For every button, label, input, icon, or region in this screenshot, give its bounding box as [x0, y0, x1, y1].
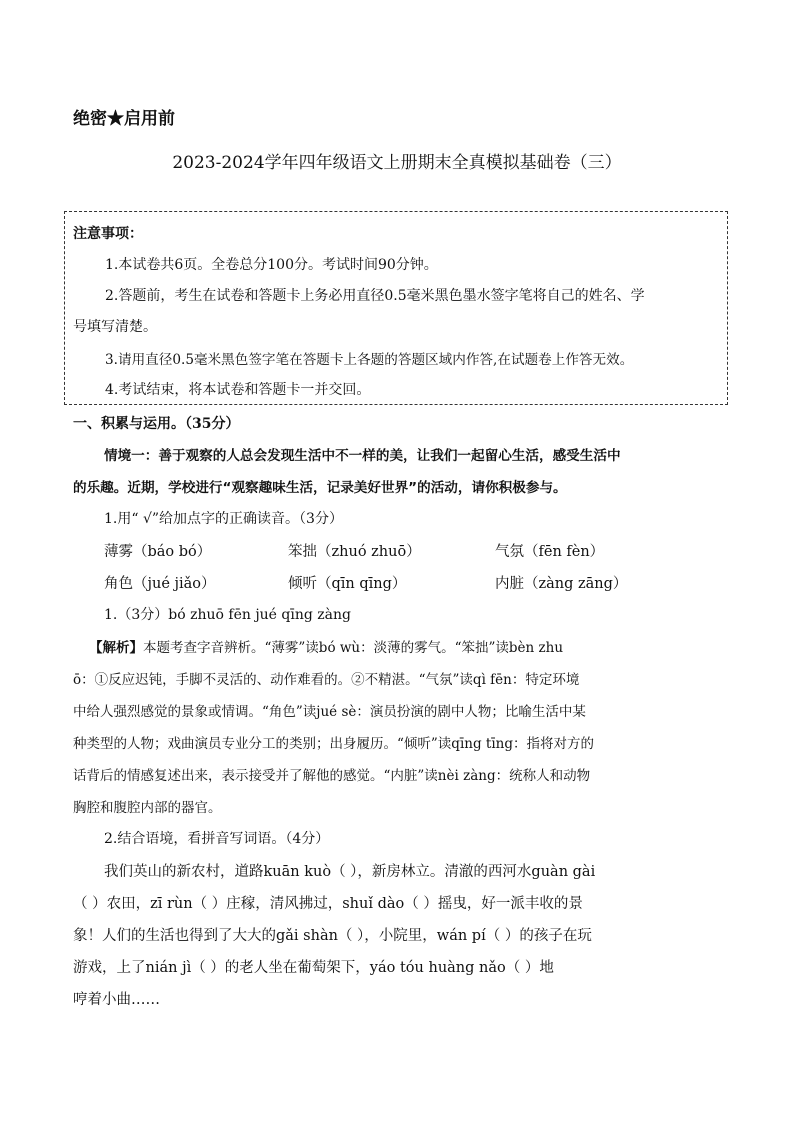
q2-passage-line-2: （ ）农田，zī rùn（ ）庄稼，清风拂过，shuǐ dào（ ）摇曳，好一派丰收的景 — [73, 896, 583, 912]
q1-analysis-line-3: 中给人强烈感觉的景象或情调。“角色”读jué sè：演员扮演的剧中人物；比喻生活中某 — [73, 704, 586, 720]
q2-passage-line-5: 哼着小曲…… — [73, 992, 160, 1008]
notice-item-2: 2.答题前，考生在试卷和答题卡上务必用直径0.5毫米黑色墨水签字笔将自己的姓名、学 — [105, 288, 645, 304]
q1-option-6: 内脏（zàng zāng） — [495, 576, 628, 592]
section-1-heading: 一、积累与运用。（35分） — [73, 416, 240, 432]
q1-analysis-line-6: 胸腔和腹腔内部的器官。 — [73, 800, 222, 816]
q1-answer: 1.（3分）bó zhuō fēn jué qīng zàng — [104, 607, 351, 623]
q1-option-3: 气氛（fēn fèn） — [495, 544, 605, 560]
q2-passage-line-3: 象！人们的生活也得到了大大的gǎi shàn（ ），小院里，wán pí（ ）的孩子在玩 — [73, 928, 592, 944]
question-2-stem: 2.结合语境，看拼音写词语。（4分） — [104, 831, 330, 847]
notice-heading: 注意事项： — [73, 226, 143, 242]
q1-option-2: 笨拙（zhuó zhuō） — [288, 544, 421, 560]
notice-item-1: 1.本试卷共6页。全卷总分100分。考试时间90分钟。 — [105, 257, 438, 273]
notice-box — [64, 211, 728, 405]
analysis-text: 本题考查字音辨析。“薄雾”读bó wù：淡薄的雾气。“笨拙”读bèn zhu — [143, 640, 564, 656]
q1-option-5: 倾听（qīn qīng） — [288, 576, 407, 592]
notice-item-4: 4.考试结束，将本试卷和答题卡一并交回。 — [105, 382, 371, 398]
q1-analysis-line-1 — [89, 636, 563, 656]
analysis-tag: 【解析】 — [89, 640, 143, 656]
q1-analysis-line-4: 种类型的人物；戏曲演员专业分工的类别；出身履历。“倾听”读qīng tīng：指将对方的 — [73, 736, 594, 752]
q1-analysis-line-5: 话背后的情感复述出来，表示接受并了解他的感觉。“内脏”读nèi zàng：统称人和动物 — [73, 768, 591, 784]
q1-analysis-line-2: ō：①反应迟钝，手脚不灵活的、动作难看的。②不精湛。“气氛”读qì fēn：特定环境 — [73, 672, 580, 688]
question-1-stem: 1.用“ √”给加点字的正确读音。（3分） — [104, 511, 343, 527]
q2-passage-line-4: 游戏，上了nián jì（ ）的老人坐在葡萄架下，yáo tóu huàng nǎo（ ）地 — [73, 960, 554, 976]
exam-title: 2023-2024学年四年级语文上册期末全真模拟基础卷（三） — [172, 153, 622, 173]
notice-item-3: 3.请用直径0.5毫米黑色签字笔在答题卡上各题的答题区域内作答,在试题卷上作答无效。 — [105, 352, 634, 368]
confidential-label: 绝密★启用前 — [73, 109, 175, 129]
notice-item-2-cont: 号填写清楚。 — [73, 319, 157, 335]
q2-passage-line-1: 我们英山的新农村，道路kuān kuò（ ），新房林立。清澈的西河水guàn gài — [104, 864, 596, 880]
scene-1-line-1: 情境一：善于观察的人总会发现生活中不一样的美，让我们一起留心生活，感受生活中 — [104, 448, 621, 464]
q1-option-4: 角色（jué jiǎo） — [104, 576, 216, 592]
scene-1-line-2: 的乐趣。近期，学校进行“观察趣味生活，记录美好世界”的活动，请你积极参与。 — [73, 480, 567, 496]
q1-option-1: 薄雾（báo bó） — [104, 544, 212, 560]
